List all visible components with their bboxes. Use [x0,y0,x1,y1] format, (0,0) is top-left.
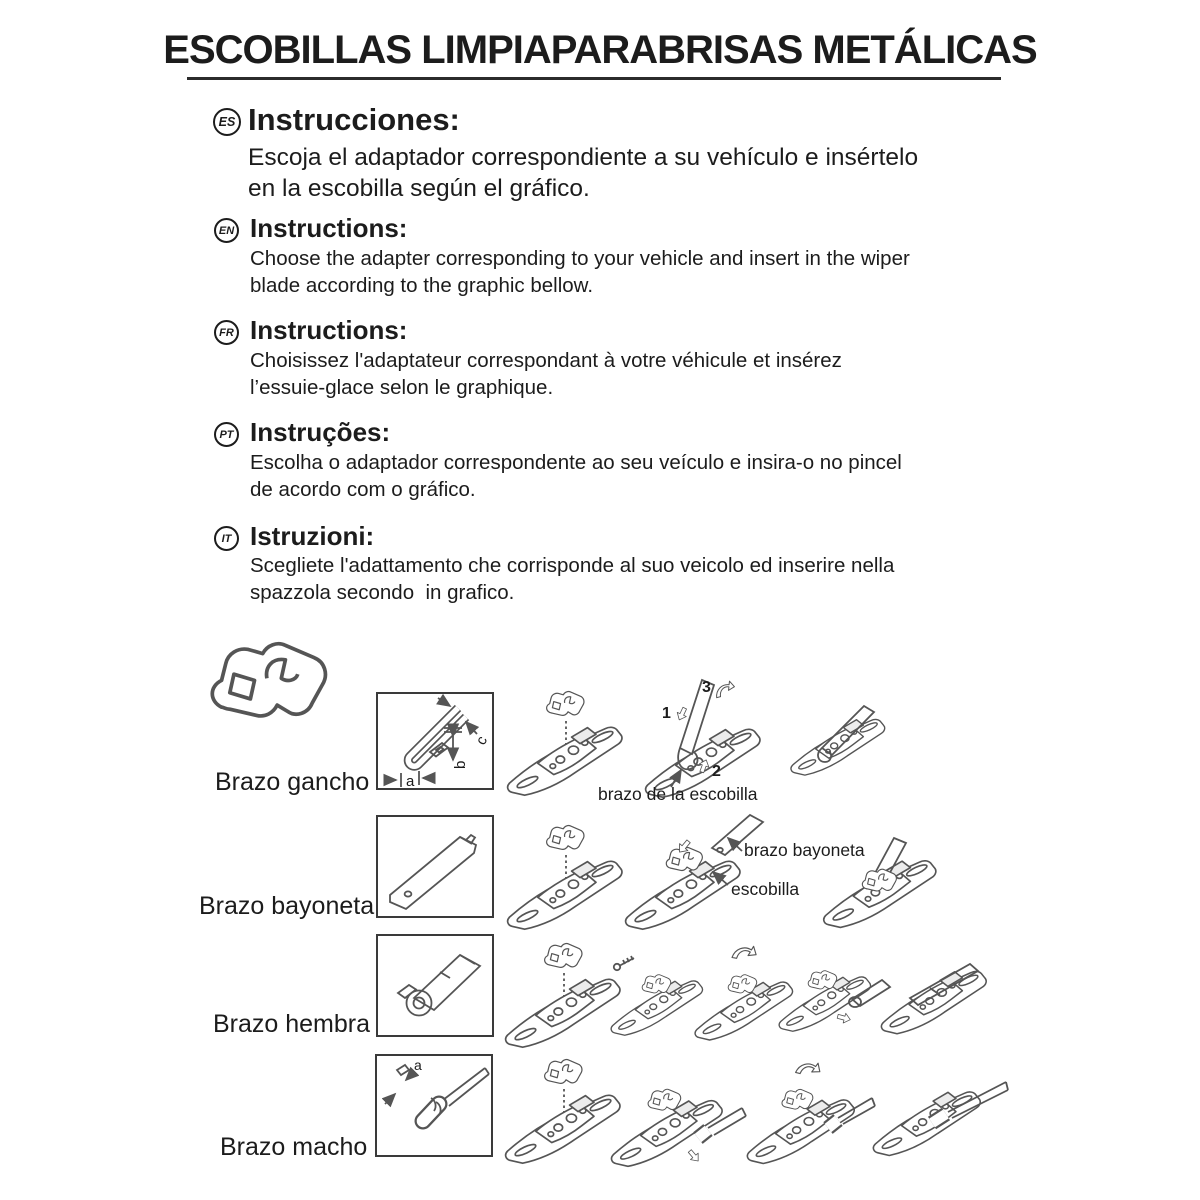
en-line2: blade according to the graphic bellow. [250,273,594,297]
fr-line1: Choisissez l'adaptateur correspondant à votre véhicule et insérez [250,349,842,372]
dim-b-label: b [452,760,469,769]
section-body-pt [250,450,902,503]
it-badge-icon: IT [214,526,239,551]
section-heading-en: Instructions: [250,213,408,243]
es-line2: en la escobilla según el gráfico. [248,175,590,202]
fr-badge-icon: FR [214,320,239,345]
title-divider [187,77,1001,80]
step1-number: 1 [662,705,671,722]
macho-step2-figure [608,1064,750,1178]
section-body-it [250,553,894,606]
fr-line2: l’essuie-glace selon le graphique. [250,375,554,399]
row-label-macho: Brazo macho [220,1133,368,1161]
bayoneta-step2-figure [622,812,772,934]
section-heading-pt: Instruções: [250,417,391,447]
male-arm-box [375,1054,493,1157]
row-label-gancho: Brazo gancho [215,768,370,796]
bayonet-arm-box [376,815,494,918]
bayoneta-step1-figure [504,822,630,934]
hook-arm-diagram [378,694,492,788]
dim-a-label: a [406,773,415,790]
pt-badge-icon: PT [214,422,239,447]
row-label-bayoneta: Brazo bayoneta [199,892,375,920]
pt-line2: de acordo com o gráfico. [250,477,476,501]
macho-step3-figure [744,1058,878,1170]
section-body-en [250,246,910,299]
bayoneta-arm-caption-arrow-icon [724,834,744,854]
it-line1: Scegliete l'adattamento che corrisponde al suo veicolo ed inserire nella [250,554,895,577]
hook-adapter-illustration [203,633,343,739]
female-arm-box [376,934,494,1037]
step2-number: 2 [712,763,721,780]
macho-step4-figure [862,1062,1010,1164]
es-badge-icon: ES [213,108,241,136]
bayoneta-arm-caption: brazo bayoneta [744,840,865,860]
en-badge-icon: EN [214,218,239,243]
section-body-es [248,142,918,204]
page-title: ESCOBILLAS LIMPIAPARABRISAS METÁLICAS [163,28,1037,72]
section-heading-fr: Instructions: [250,315,408,345]
hembra-step5-figure [872,940,994,1040]
bayoneta-blade-caption: escobilla [731,879,800,899]
dim-c-label: c [472,733,492,748]
macho-dim-a-label: a [414,1057,422,1073]
es-line1: Escoja el adaptador correspondiente a su vehículo e insértelo [248,144,919,171]
step3-number: 3 [702,679,711,696]
gancho-caption: brazo de la escobilla [598,784,758,804]
male-arm-diagram [377,1056,491,1155]
hook-arm-box [376,692,494,790]
section-heading-it: Istruzioni: [250,521,375,551]
en-line1: Choose the adapter corresponding to your vehicle and insert in the wiper [250,247,910,270]
female-arm-diagram [378,936,492,1035]
section-heading-es: Instrucciones: [248,102,460,137]
it-line2: spazzola secondo in grafico. [250,580,515,604]
section-body-fr [250,348,842,401]
pt-line1: Escolha o adaptador correspondente ao seu veículo e insira-o no pincel [250,451,902,474]
gancho-step3-figure [788,686,888,784]
bayonet-arm-diagram [378,817,492,916]
bayoneta-blade-caption-arrow-icon [708,868,730,888]
row-label-hembra: Brazo hembra [213,1010,371,1038]
